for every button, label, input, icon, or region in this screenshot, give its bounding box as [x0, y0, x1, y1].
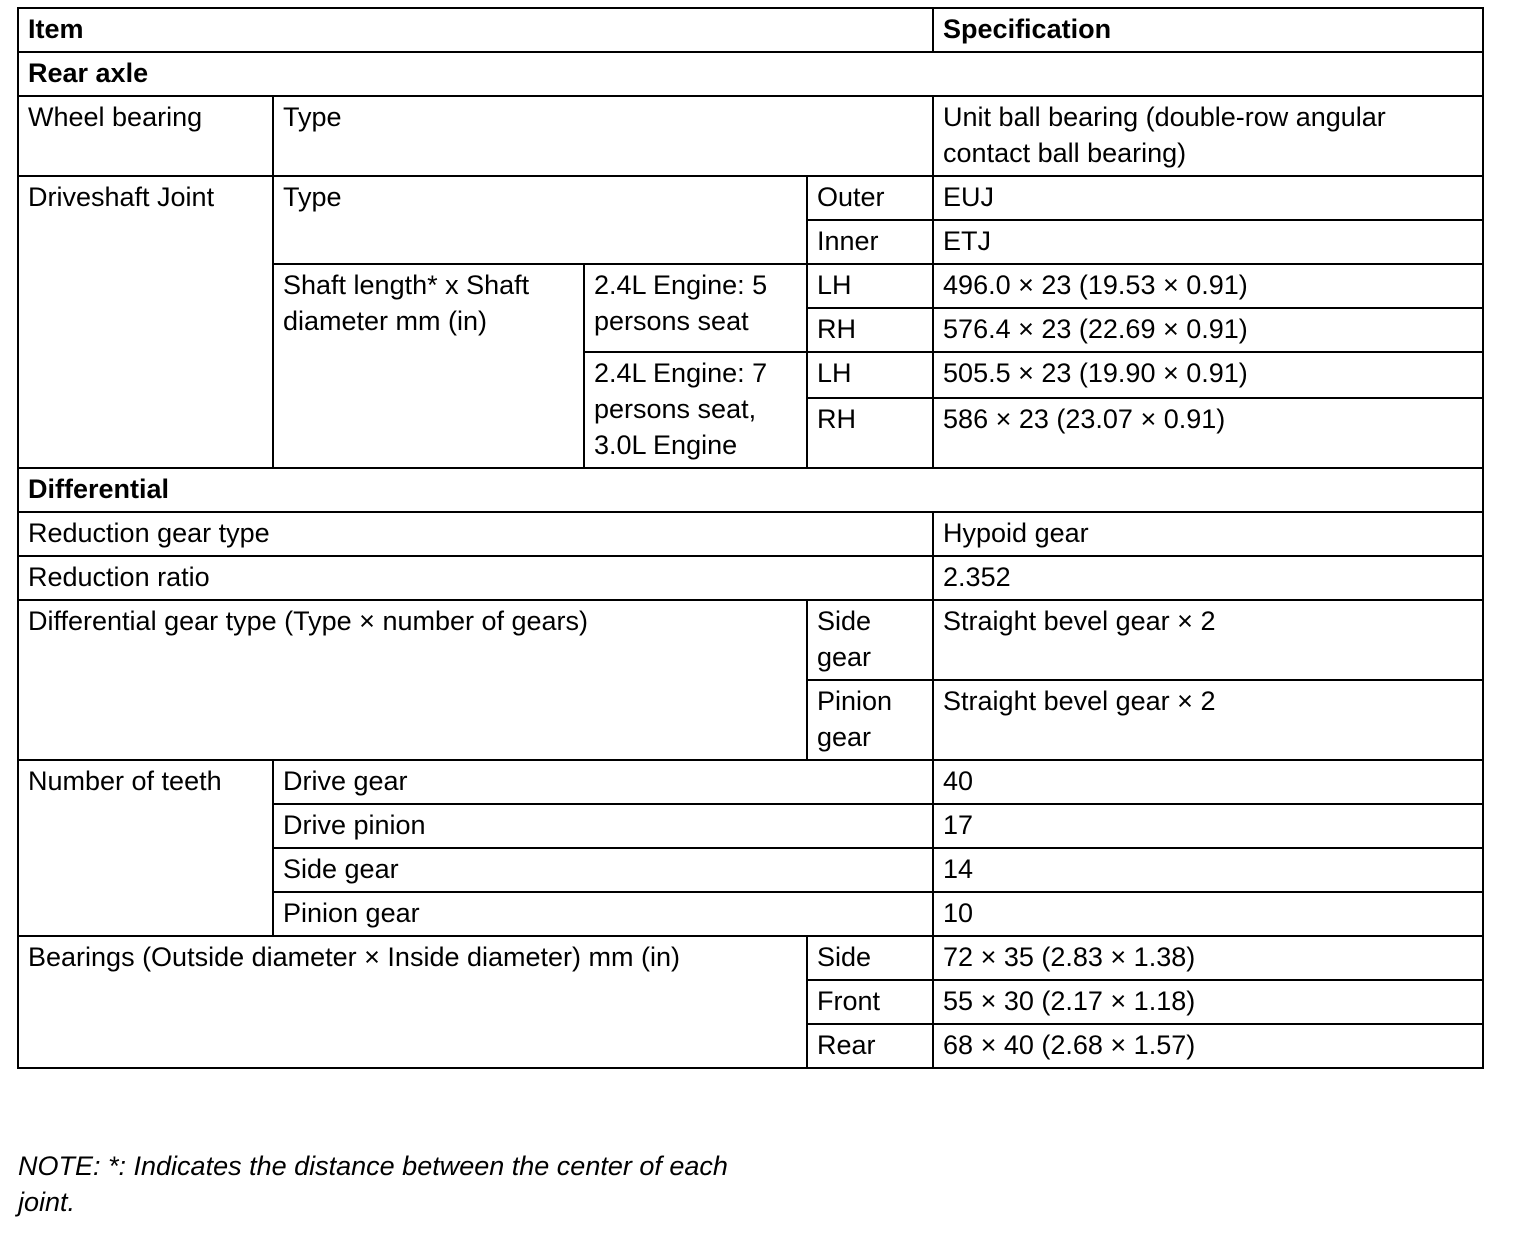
table-row	[18, 556, 1483, 600]
reduction-gear-type-value: Hypoid gear	[933, 512, 1483, 556]
section-row	[18, 468, 1483, 512]
teeth-item-value: 17	[933, 804, 1483, 848]
inner-value: ETJ	[933, 220, 1483, 264]
table-row	[18, 936, 1483, 980]
seven-seat-rh-value: 586 × 23 (23.07 × 0.91)	[933, 398, 1483, 468]
bearing-value: 72 × 35 (2.83 × 1.38)	[933, 936, 1483, 980]
pinion-gear-label: Pinion gear	[807, 680, 933, 760]
section-rear-axle: Rear axle	[18, 52, 1483, 96]
header-specification: Specification	[933, 8, 1483, 52]
driveshaft-joint-label: Driveshaft Joint	[18, 176, 273, 468]
teeth-item-name: Drive pinion	[273, 804, 933, 848]
wheel-bearing-type-value: Unit ball bearing (double-row angular contact ball bearing)	[933, 96, 1483, 176]
engine-5-seat-label: 2.4L Engine: 5 persons seat	[584, 264, 807, 352]
outer-label: Outer	[807, 176, 933, 220]
header-item: Item	[18, 8, 933, 52]
number-of-teeth-label: Number of teeth	[18, 760, 273, 936]
wheel-bearing-label: Wheel bearing	[18, 96, 273, 176]
teeth-item-name: Drive gear	[273, 760, 933, 804]
bearing-value: 55 × 30 (2.17 × 1.18)	[933, 980, 1483, 1024]
inner-label: Inner	[807, 220, 933, 264]
table-row	[18, 96, 1483, 176]
reduction-ratio-value: 2.352	[933, 556, 1483, 600]
bearing-name: Front	[807, 980, 933, 1024]
bearing-name: Side	[807, 936, 933, 980]
teeth-item-value: 40	[933, 760, 1483, 804]
bearings-label: Bearings (Outside diameter × Inside diameter) mm (in)	[18, 936, 807, 1068]
teeth-item-name: Pinion gear	[273, 892, 933, 936]
table-row	[18, 600, 1483, 680]
five-seat-rh-value: 576.4 × 23 (22.69 × 0.91)	[933, 308, 1483, 352]
lh-label: LH	[807, 264, 933, 308]
table-row	[18, 176, 1483, 220]
specification-table	[17, 7, 1484, 1069]
pinion-gear-value: Straight bevel gear × 2	[933, 680, 1483, 760]
seven-seat-lh-value: 505.5 × 23 (19.90 × 0.91)	[933, 352, 1483, 398]
teeth-item-value: 10	[933, 892, 1483, 936]
rh-label: RH	[807, 398, 933, 468]
side-gear-value: Straight bevel gear × 2	[933, 600, 1483, 680]
driveshaft-type-label: Type	[273, 176, 807, 264]
table-row	[18, 512, 1483, 556]
teeth-item-name: Side gear	[273, 848, 933, 892]
engine-7-seat-label: 2.4L Engine: 7 persons seat, 3.0L Engine	[584, 352, 807, 468]
diff-gear-type-label: Differential gear type (Type × number of gears)	[18, 600, 807, 760]
shaft-length-label: Shaft length* x Shaft diameter mm (in)	[273, 264, 584, 468]
reduction-gear-type-label: Reduction gear type	[18, 512, 933, 556]
side-gear-label: Side gear	[807, 600, 933, 680]
teeth-item-value: 14	[933, 848, 1483, 892]
lh-label: LH	[807, 352, 933, 398]
five-seat-lh-value: 496.0 × 23 (19.53 × 0.91)	[933, 264, 1483, 308]
section-differential: Differential	[18, 468, 1483, 512]
reduction-ratio-label: Reduction ratio	[18, 556, 933, 600]
outer-value: EUJ	[933, 176, 1483, 220]
footnote: NOTE: *: Indicates the distance between the center of each joint.	[18, 1151, 728, 1217]
wheel-bearing-type-label: Type	[273, 96, 933, 176]
section-row	[18, 52, 1483, 96]
bearing-value: 68 × 40 (2.68 × 1.57)	[933, 1024, 1483, 1068]
bearing-name: Rear	[807, 1024, 933, 1068]
header-row	[18, 8, 1483, 52]
table-row	[18, 760, 1483, 804]
rh-label: RH	[807, 308, 933, 352]
